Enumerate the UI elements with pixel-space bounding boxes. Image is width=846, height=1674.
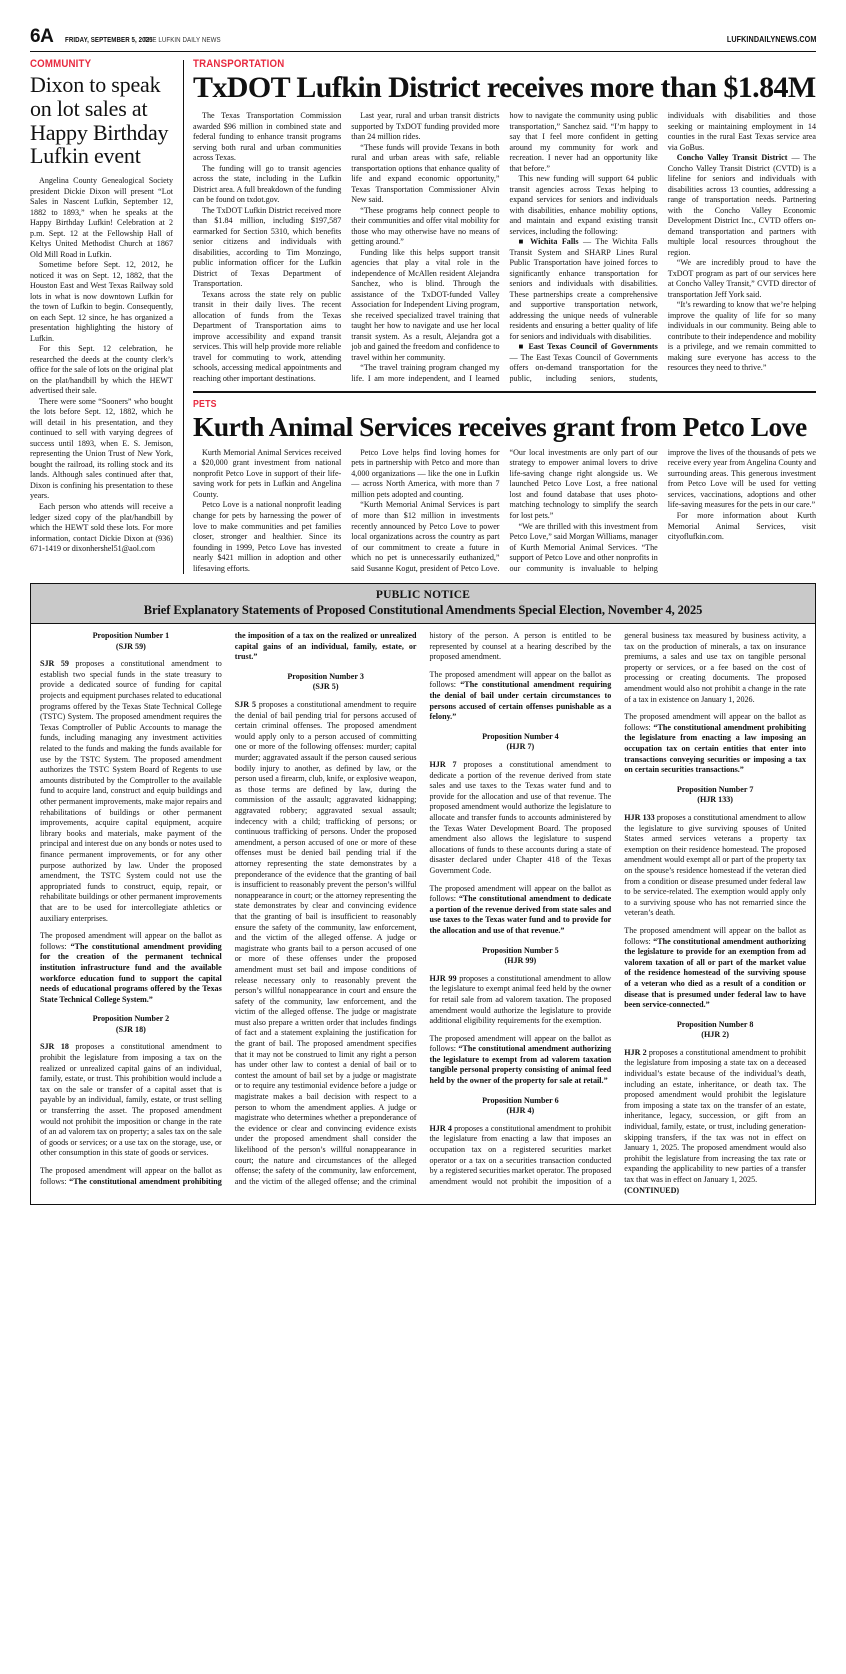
community-body	[30, 176, 173, 555]
bullet-lead: Concho Valley Transit District	[676, 153, 788, 163]
pets-headline: Kurth Animal Services receives grant from Petco Love	[193, 411, 807, 443]
proposition-ballot-text: The proposed amendment will appear on the ballot as follows: “The constitutional amendment providing for the creation of the permanent technical institution infrastructure fund and the available workforce education fund to support the capital needs of educational programs offered by the Texas State Technical College System.”	[40, 931, 222, 1004]
paragraph: Each person who attends will receive a ledger sized copy of the plat/handbill by which the HEWT sold these lots. For more information, contact Dickie Dixon at (936) 671-1419 or dixonhershel51@aol.com	[30, 501, 173, 554]
proposition-text: HJR 7 proposes a constitutional amendment to dedicate a portion of the revenue derived from state sales and use taxes to the Texas water fund and to provide for the allocation and use of that revenue. The proposed amendment would authorize the legislature to allocate and transfer funds to accounts administered by the Texas Water Development Board. The proposed amendment also allows the legislature to suspend allocations of funds to these accounts during a state of disaster declared under Chapter 418 of the Texas Government Code.	[429, 760, 612, 875]
paragraph: “These funds will provide Texans in both rural and urban areas with safe, reliable transportation options that enhance quality of life and expand economic opportunity,” Texas Transportation Commissioner Alvin New said.	[351, 142, 500, 205]
paragraph: “We are thrilled with this investment from Petco Love,” said Morgan Williams, manager of Kurth Memorial Animal Services. “The support of Petco Love and other nonprofits in our community is invaluable to helping improve the lives of the thousands of pets we receive every year from Angelina County and surrounding areas. This generous investment from Petco Love will be used for vetting services, vaccinations, adoptions and other life-saving measures for the pets in our care.”	[509, 447, 816, 573]
continued-label: (CONTINUED)	[624, 1185, 680, 1195]
proposition-ballot-text: The proposed amendment will appear on the ballot as follows: “The constitutional amendment authorizing the legislature to provide for an exemption from ad valorem taxation of all or part of the market value of the residence homestead of the surviving spouse of a veteran who died as a result of a condition or disease that is presumed under federal law to have been service-connected.”	[624, 925, 806, 1010]
bullet-item	[510, 237, 658, 342]
bullet-lead: ■ Wichita Falls	[518, 237, 579, 247]
public-notice-title: PUBLIC NOTICE	[375, 589, 471, 602]
paragraph: There were some “Sooners” who bought the lots before Sept. 12, 1882, which he will detail in his presentation, and they continued to sell with varying degrees of success until 1893, when E. S. Jemison, representing the Union Trust of New York, bought the railroad, its rolling stock and its lands. Although sales continued after that, Dixon is confining his presentation to these years.	[30, 396, 173, 501]
masthead-website[interactable]: LUFKINDAILYNEWS.COM	[726, 34, 816, 44]
paragraph: The funding will go to transit agencies across the state, including in the Lufkin District area. A full breakdown of the funding can be found on txdot.gov.	[193, 163, 342, 205]
proposition-text: HJR 133 proposes a constitutional amendment to allow the legislature to give surviving spouses of United States armed services veterans a property tax exemption on their residence homestead. The proposed amendment would exempt all or part of the property tax on the spouse’s residence homestead if the veteran died from a condition or disease presumed under federal law to be service-related. The exemption would apply only to a surviving spouse who has not remarried since the veteran’s death.	[624, 813, 806, 918]
txdot-headline: TxDOT Lufkin District receives more than $1.84M	[193, 71, 816, 104]
proposition-ballot-text: The proposed amendment will appear on the ballot as follows: “The constitutional amendment requiring the denial of bail under certain circumstances to persons accused of certain offenses punishable as a felony.”	[429, 669, 612, 722]
paragraph: Funding like this helps support transit agencies that play a vital role in the independence of McAllen resident Alejandra Sanchez, who is blind. Through the assistance of the TxDOT-funded Valley Association for Independent Living program, she received specialized travel training that taught her how to navigate and use her local transit system. As a result, Alejandra got a job and gained the freedom and confidence to travel within her community.	[351, 247, 500, 362]
paragraph: This new funding will support 64 public transit agencies across Texas helping to expand services for seniors and individuals with disabilities, enhance mobility options, and maintain and expand existing transit services, including the following:	[509, 174, 658, 236]
public-notice-header	[31, 584, 815, 624]
masthead	[30, 26, 816, 51]
proposition-subtitle: (HJR 4)	[506, 1106, 535, 1116]
bullet-lead: ■ East Texas Council of Governments	[518, 342, 658, 352]
paragraph: For this Sept. 12 celebration, he researched the deeds at the county clerk’s office for the sale of lots on the original plat on the plat/handbill by which the HEWT advertised their sale.	[30, 344, 173, 396]
community-headline: Dixon to speak on lot sales at Happy Birthday Lufkin event	[30, 72, 169, 169]
paragraph: “These programs help connect people to their communities and offer vital mobility for those who may otherwise have no means of getting around.”	[351, 205, 500, 247]
top-zone	[30, 58, 816, 574]
paragraph: Last year, rural and urban transit districts supported by TxDOT funding provided more than 24 million rides.	[351, 111, 500, 142]
proposition-title: Proposition Number 2	[92, 1014, 170, 1024]
paragraph: “We are incredibly proud to have the TxDOT program as part of our services here at Concho Valley Transit,” CVTD director of transportation Jeff York said.	[667, 258, 816, 299]
community-article	[30, 58, 183, 574]
page-folio: 6A	[30, 26, 54, 47]
paragraph: Petco Love helps find loving homes for pets in partnership with Petco and more than 4,000 organizations — like the one in Lufkin — across North America, with more than 7 million pets adopted and counting.	[351, 447, 500, 499]
paragraph: “Kurth Memorial Animal Services is part of more than $12 million in investments recently announced by Petco Love to power local organizations across the country as part of our commitment to create a future in which no pet is unnecessarily euthanized,” said Susanne Kogut, president of Petco Love. “Our local investments are only part of our strategy to empower animal lovers to drive life-saving change right alongside us. We launched Petco Love Lost, a free national lost and found database that uses photo-matching technology to simplify the search for lost pets.”	[351, 447, 658, 573]
proposition-text: SJR 59 proposes a constitutional amendment to establish two special funds in the state treasury to provide a dedicated source of funding for capital projects and equipment purchases related to educational programs offered by the Texas State Technical College (TSTC) System. The proposed amendment requires the Texas Comptroller of Public Accounts to manage the funds, including managing any investment activities related to the funds and making the funds available for use by the TSTC System. The proposed amendment authorizes the TSTC System Board of Regents to use amounts distributed by the Comptroller to the available fund to acquire land, construct and equip buildings and other permanent improvements, make major repairs and rehabilitations of buildings or other permanent improvements, acquire capital equipment, acquire library books and materials, make payment of the principal and interest due on any bonds or notes used to finance permanent improvements, or for any other purpose authorized by law. Under the proposed amendment, the TSTC System could not use the appropriated funds to construct, equip, repair, or rehabilitate buildings or other permanent improvements that are to be used for intercollegiate athletics or auxiliary enterprises.	[40, 659, 222, 923]
proposition-title: Proposition Number 4	[482, 731, 559, 741]
paragraph: “The travel training program changed my life. I am more independent, and I learned how to navigate the community using public transportation,” Sanchez said. “I’m happy to say that I feel more confident in getting around my community for work and recreation. I never had an opportunity like that before.”	[351, 111, 658, 383]
paragraph: Angelina County Genealogical Society president Dickie Dixon will present “Lot Sales in Nascent Lufkin, September 12, 1882 to 1893,” when he speaks at the Happy Birthday Lufkin! Celebration at 2 p.m. Sept. 12 at the Fellowship Hall of Keltys United Methodist Church at 1867 Old Mill Road in Lufkin.	[30, 176, 173, 259]
masthead-rule	[30, 51, 816, 52]
proposition-subtitle: (SJR 59)	[115, 641, 146, 651]
proposition-subtitle: (HJR 99)	[504, 956, 537, 966]
paragraph: Petco Love is a national nonprofit leading change for pets by harnessing the power of love to make communities and pet families closer, stronger and healthier. Since its founding in 1999, Petco Love has invested nearly $421 million in adoption and other lifesaving efforts.	[193, 500, 342, 573]
proposition-text: SJR 18 proposes a constitutional amendment to prohibit the legislature from imposing a tax on the realized or unrealized capital gains of an individual, family, estate, or trust. This prohibition would include a tax on the sale or transfer of a capital asset that is payable by an individual, family, estate, or trust selling or transferring the asset. The proposed amendment would not prohibit the imposition or change in the rate of an ad valorem tax on property; a sales tax on the sale of goods or services; or a use tax on the storage, use, or other consumption in this state of goods or services.	[40, 1042, 222, 1158]
pets-article	[193, 399, 816, 574]
proposition-ballot-text: The proposed amendment will appear on the ballot as follows: “The constitutional amendment prohibiting the imposition of a tax on the realized or unrealized capital gains of an individual, family, estate, or trust.”	[40, 631, 417, 1186]
proposition-subtitle: (HJR 133)	[697, 795, 733, 805]
masthead-dateline: FRIDAY, SEPTEMBER 5, 2025	[65, 35, 153, 44]
proposition-title: Proposition Number 7	[676, 784, 754, 794]
bullet-text: — The Concho Valley Transit District (CVTD) is a lifeline for seniors and individuals with disabilities across 13 counties, addressing a range of transportation needs. Partnering with the Concho Valley Economic Development District Inc., CVTD offers on-demand transportation and partners with multiple local resources throughout the region.	[667, 153, 817, 257]
public-notice-subtitle: Brief Explanatory Statements of Proposed Constitutional Amendments Special Election, November 4, 2025	[143, 603, 703, 618]
proposition-text: HJR 4 proposes a constitutional amendment to prohibit the legislature from enacting a law that imposes an occupation tax on a registered securities market operator or a tax on a securities transaction conducted by a registered securities market operator. The proposed amendment would not prohibit the imposition of a general business tax measured by business activity, a tax on the production of minerals, a tax on insurance premiums, a sales and use tax on tangible personal property or services, or a fee based on the cost of processing or creating documents. The proposed amendment would also not prohibit a change in the rate of a tax in existence on January 1, 2026.	[429, 631, 806, 1186]
proposition-subtitle: (HJR 7)	[506, 742, 535, 752]
paragraph: For more information about Kurth Memorial Animal Services, visit cityoflufkin.com.	[667, 511, 816, 542]
proposition-ballot-text: The proposed amendment will appear on the ballot as follows: “The constitutional amendment to dedicate a portion of the revenue derived from state sales and use taxes to the Texas water fund and to provide for the allocation and use of that revenue.”	[429, 883, 612, 935]
txdot-body	[193, 111, 816, 384]
paragraph: “It’s rewarding to know that we’re helping improve the quality of life for so many individuals in our community. Being able to contribute to their independence and mobility is a privilege, and we remain committed to making sure everyone has access to the resources they need to thrive.”	[667, 300, 816, 373]
proposition-subtitle: (SJR 5)	[312, 682, 339, 692]
paragraph: Kurth Memorial Animal Services received a $20,000 grant investment from national nonprofit Petco Love in support of their life-saving work for pets in Lufkin and Angelina County.	[193, 447, 342, 499]
txdot-article	[193, 58, 816, 394]
bullet-text: — The Wichita Falls Transit System and SHARP Lines Rural Public Transportation have joined forces to significantly enhance transportation for seniors and individuals with disabilities. These partnerships create a comprehensive and supportive transportation network, addressing the unique needs of vulnerable residents and ensuring a better quality of life for seniors and individuals with disabilities.	[509, 237, 658, 341]
bullet-item	[668, 153, 816, 258]
paragraph: The TxDOT Lufkin District received more than $1.84 million, including $197,587 earmarked for Section 5310, which benefits senior citizens and individuals with disabilities, according to Tim Monzingo, public information officer for the Lufkin District of Texas Department of Transportation.	[193, 205, 342, 289]
masthead-paper-name: THE LUFKIN DAILY NEWS	[144, 35, 221, 44]
proposition-text: SJR 5 proposes a constitutional amendment to require the denial of bail pending trial for persons accused of certain criminal offenses. The proposed amendment would apply only to a person accused of committing one or more of the following offenses: murder; capital murder; aggravated assault if the person caused serious bodily injury to another, as defined by law, or the person used a firearm, club, knife, or explosive weapon, as those terms are defined by law, during the commission of the assault; aggravated kidnapping; aggravated robbery; aggravated sexual assault; indecency with a child; trafficking of persons; or continuous trafficking of persons. Under the proposed amendment, a person accused of one or more of these offenses must be denied bail pending trial if the attorney representing the state demonstrates by a preponderance of the evidence that the granting of bail is insufficient to reasonably prevent the person’s willful nonappearance in court; or the attorney representing the state demonstrates by clear and convincing evidence that the granting of bail is insufficient to reasonably ensure the safety of the community, law enforcement, and the victim of the alleged offense. A judge or magistrate who grants bail to a person accused of one or more of these offenses under the proposed amendment must set bail and impose conditions of release necessary only to reasonably prevent the person’s willful nonappearance in court and ensure the safety of the community, law enforcement, and the victim of the alleged offense. The judge or magistrate must also prepare a written order that includes findings of fact and a statement explaining the justification for the grant of bail. The proposed amendment specifies that it may not be construed to limit any right a person has under other law to contest a denial of bail or to contest the amount of bail set by a judge or magistrate or to require any testimonial evidence before a judge or magistrate makes a bail decision with respect to a person to whom the amendment applies. A judge or magistrate who determines whether a preponderance of the evidence or clear and convincing evidence exists under the proposed amendment shall consider the likelihood of the person’s willful nonappearance in court; the nature and circumstances of the alleged offense; the safety of the community, law enforcement, and the victim of the alleged offense; and the criminal history of the person. A person is entitled to be represented by counsel at a hearing described by the proposed amendment.	[234, 631, 612, 1186]
paragraph: The Texas Transportation Commission awarded $96 million in combined state and federal funding to enhance transit programs serving both rural and urban communities across Texas.	[193, 111, 342, 163]
proposition-ballot-text: The proposed amendment will appear on the ballot as follows: “The constitutional amendment authorizing the legislature to exempt from ad valorem taxation tangible personal property consisting of animal feed held by the owner of the property for sale at retail.”	[429, 1033, 612, 1086]
proposition-text: HJR 99 proposes a constitutional amendment to allow the legislature to exempt animal feed held by the owner for retail sale from ad valorem taxation. The proposed amendment would authorize the legislature to provide additional eligibility requirements for the exemption.	[429, 973, 612, 1026]
proposition-text: HJR 2 proposes a constitutional amendment to prohibit the legislature from imposing a state tax on a deceased individual’s estate because of the individual’s death, including an estate, inheritance, or death tax. The proposed amendment would prohibit the legislature from imposing a state tax on the transfer of an estate, inheritance, legacy, succession, or gift from an individual, family, estate, or trust, including generation-skipping transfers, if the tax was not in effect on January 1, 2025. The proposed amendment would also prohibit the legislature from increasing the tax rate or expanding the applicability to new parties of a transfer tax that was in effect on January 1, 2025.	[624, 1047, 806, 1184]
proposition-subtitle: (SJR 18)	[115, 1024, 146, 1034]
paragraph: Texans across the state rely on public transit in their daily lives. The recent allocation of funds from the Texas Department of Transportation aims to improve accessibility and expand transit services. This will help provide more reliable travel for commuting to work, attending schools, accessing medical appointments and reaching other important destinations.	[193, 289, 342, 383]
article-separator-rule	[193, 391, 816, 394]
public-notice-body	[31, 624, 815, 1204]
pets-kicker: PETS	[193, 399, 217, 411]
proposition-title: Proposition Number 8	[676, 1019, 754, 1029]
proposition-title: Proposition Number 1	[92, 631, 170, 641]
paragraph: Sometime before Sept. 12, 2012, he noticed it was on Sept. 12, 1882, that the Houston East and West Texas Railway sold lots in what is now downtown Lufkin for the town of Lufkin to begin. Consequently, on each Sept. 12 since, he has organized a presentation highlighting the history of Lufkin.	[30, 260, 173, 343]
proposition-title: Proposition Number 5	[482, 945, 559, 955]
column-divider	[183, 60, 184, 574]
proposition-title: Proposition Number 6	[482, 1095, 559, 1105]
pets-body	[193, 448, 816, 574]
bullet-text: — The East Texas Council of Governments offers on-demand transportation for the public, including seniors, students, individuals with disabilities and those seeking or maintaining employment in 14 counties in the rural East Texas service area via GoBus.	[509, 111, 816, 383]
proposition-ballot-text: The proposed amendment will appear on the ballot as follows: “The constitutional amendment prohibiting the legislature from enacting a law imposing an occupation tax on certain entities that enter into transactions conveying securities or imposing a tax on certain securities transactions.”	[624, 712, 806, 775]
right-column-stack	[193, 58, 816, 574]
community-kicker: COMMUNITY	[30, 58, 92, 70]
public-notice-box	[30, 583, 816, 1205]
proposition-subtitle: (HJR 2)	[701, 1030, 729, 1040]
transportation-kicker: TRANSPORTATION	[193, 58, 285, 70]
proposition-title: Proposition Number 3	[287, 671, 364, 681]
